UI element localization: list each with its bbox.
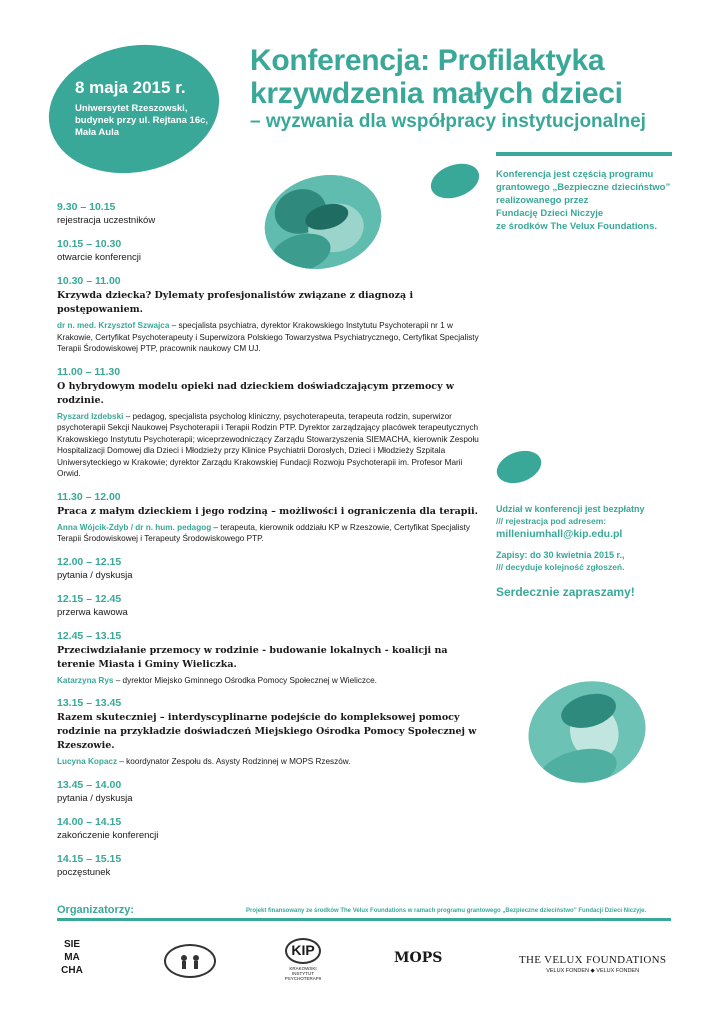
time-range: 14.00 – 14.15 <box>57 815 122 828</box>
schedule-item <box>57 237 487 264</box>
speaker-bio-block <box>57 522 487 545</box>
logo-text: SIE <box>63 939 81 950</box>
schedule-item <box>57 274 487 355</box>
speaker-bio-block <box>57 675 487 687</box>
organizers-label: Organizatorzy: <box>57 904 135 916</box>
talk-title: Przeciwdziałanie przemocy w rodzinie - budowanie lokalnych - koalicji na terenie Miasta i Gminy Wieliczka. <box>57 644 448 670</box>
speaker-bio-block <box>57 320 487 355</box>
schedule-item <box>57 696 487 768</box>
registration-info <box>496 503 696 599</box>
decorative-blob <box>492 445 545 489</box>
item-text: otwarcie konferencji <box>57 252 141 263</box>
venue-line: Uniwersytet Rzeszowski, <box>75 103 188 114</box>
time-range: 12.00 – 12.15 <box>57 555 122 568</box>
photo-child-image <box>517 668 657 795</box>
kip-label: KRAKOWSKI INSTYTUT PSYCHOTERAPII <box>284 966 322 981</box>
schedule-item <box>57 778 487 805</box>
time-range: 11.00 – 11.30 <box>57 365 121 378</box>
divider <box>496 152 672 156</box>
schedule-item <box>57 200 487 227</box>
siemacha-logo <box>58 938 86 977</box>
time-range: 12.15 – 12.45 <box>57 592 122 605</box>
logo-text: CHA <box>61 965 83 976</box>
speaker-bio-block <box>57 756 487 768</box>
registration-email[interactable]: milleniumhall@kip.edu.pl <box>496 528 623 540</box>
speaker-bio: – dyrektor Miejsko Gminnego Ośrodka Pomocy Społecznej w Wieliczce. <box>113 675 377 685</box>
photo-child <box>517 668 657 795</box>
program-info <box>496 168 696 233</box>
title-line: krzywdzenia małych dzieci <box>250 77 623 110</box>
kip-logo <box>280 938 326 981</box>
schedule-item <box>57 555 487 582</box>
velux-title: THE VELUX FOUNDATIONS <box>519 954 667 966</box>
speaker-name: dr n. med. Krzysztof Szwajca <box>57 321 170 330</box>
decorative-blob <box>426 157 484 204</box>
fundacja-logo <box>164 944 216 978</box>
fundacja-logo-mark <box>166 946 214 976</box>
venue-line: budynek przy ul. Rejtana 16c, <box>75 115 209 126</box>
program-info-line: Fundację Dzieci Niczyje <box>496 208 604 219</box>
velux-logo <box>519 954 666 974</box>
funding-note: Projekt finansowany ze środków The Velux Foundations w ramach programu grantowego „Bezpieczne dzieciństwo” Fundacji Dzieci Niczyje. <box>246 908 647 914</box>
program-info-line: ze środków The Velux Foundations. <box>496 221 657 232</box>
item-text: zakończenie konferencji <box>57 829 159 841</box>
date-venue-block <box>75 78 215 139</box>
free-entry-note: Udział w konferencji jest bezpłatny <box>496 504 645 514</box>
schedule <box>57 200 487 889</box>
venue-line: Mała Aula <box>75 127 119 138</box>
program-info-line: Konferencja jest częścią programu <box>496 169 654 180</box>
item-text: rejestracja uczestników <box>57 215 156 226</box>
registration-note: /// rejestracja pod adresem: <box>496 516 607 526</box>
talk-title: O hybrydowym modelu opieki nad dzieckiem doświadczającym przemocy w rodzinie. <box>57 380 455 406</box>
speaker-name: Lucyna Kopacz <box>57 757 118 766</box>
time-range: 12.45 – 13.15 <box>57 629 122 642</box>
time-range: 14.15 – 15.15 <box>57 852 122 865</box>
velux-subtitle: VELUX FONDEN ◆ VELUX FONDEN <box>546 968 640 974</box>
speaker-bio-block <box>57 411 487 480</box>
page-subtitle: – wyzwania dla współpracy instytucjonalnej <box>250 111 646 132</box>
time-range: 10.30 – 11.00 <box>57 275 121 287</box>
mops-logo: MOPS <box>394 950 443 966</box>
welcome-text: Serdecznie zapraszamy! <box>496 585 635 599</box>
page-title <box>250 44 690 134</box>
item-text: pytania / dyskusja <box>57 792 133 804</box>
deadline-note: Zapisy: do 30 kwietnia 2015 r., <box>496 550 625 560</box>
title-line: Konferencja: Profilaktyka <box>250 44 605 77</box>
program-info-line: realizowanego przez <box>496 195 589 206</box>
talk-title: Razem skuteczniej – interdyscyplinarne podejście do kompleksowej pomocy rodzinie na przykładzie doświadczeń Miejskiego Ośrodka Pomocy Społecznej w Rzeszowie. <box>57 712 477 751</box>
schedule-item <box>57 592 487 619</box>
speaker-bio: – koordynator Zespołu ds. Asysty Rodzinnej w MOPS Rzeszów. <box>117 757 351 766</box>
item-text: poczęstunek <box>57 866 111 878</box>
time-range: 9.30 – 10.15 <box>57 201 116 213</box>
speaker-name: Anna Wójcik-Zdyb / dr n. hum. pedagog <box>57 522 212 532</box>
schedule-item <box>57 365 487 480</box>
schedule-item <box>57 629 487 687</box>
time-range: 10.15 – 10.30 <box>57 238 122 250</box>
talk-title: Krzywda dziecka? Dylematy profesjonalistów związane z diagnozą i postępowaniem. <box>57 290 414 315</box>
schedule-item <box>57 852 487 879</box>
kip-mark: KIP <box>285 938 321 964</box>
speaker-name: Katarzyna Rys <box>57 675 114 685</box>
schedule-item <box>57 490 487 545</box>
event-date: 8 maja 2015 r. <box>75 78 186 97</box>
time-range: 13.15 – 13.45 <box>57 697 122 709</box>
time-range: 11.30 – 12.00 <box>57 490 121 503</box>
time-range: 13.45 – 14.00 <box>57 778 122 791</box>
divider <box>57 918 671 921</box>
schedule-item <box>57 815 487 842</box>
logo-text: MA <box>64 952 80 963</box>
talk-title: Praca z małym dzieckiem i jego rodziną – możliwości i ograniczenia dla terapii. <box>57 505 478 517</box>
speaker-bio: – specjalista psychiatra, dyrektor Krakowskiego Instytutu Psychoterapii nr 1 w Krakowie, Certyfikat Psychoterapeuty i Superwizora Polskiego Towarzystwa Psychiatrycznego, Certyfikat Specjalisty Terapii Środowiskowej PTP, pracownik naukowy CM UJ. <box>57 321 479 353</box>
program-info-line: grantowego „Bezpieczne dzieciństwo” <box>496 182 671 193</box>
speaker-bio: – terapeuta, kierownik oddziału KP w Rzeszowie, Certyfikat Specjalisty Terapii Środowiskowej i Terapeuty Środowiskowego PTP. <box>57 522 470 543</box>
order-note: /// decyduje kolejność zgłoszeń. <box>496 562 625 572</box>
speaker-name: Ryszard Izdebski <box>57 411 124 421</box>
item-text: przerwa kawowa <box>57 606 128 618</box>
item-text: pytania / dyskusja <box>57 569 133 581</box>
speaker-bio: – pedagog, specjalista psycholog kliniczny, psychoterapeuta, terapeuta rodzin, superwizor psychoterapii Sekcji Naukowej Psychoterapii i Terapii Rodzin PTP. Dyrektor zarządzający placówek terapeutycznych Krakowskiego Instytutu Psychoterapii; wiceprzewodniczący Zarządu Stowarzyszenia SIEMACHA, kierownik Zespołu Hospitalizacji Domowej dla Dzieci i Młodzieży przy Klinice Psychiatrii Dorosłych, Dzieci i Młodzieży Szpitala Uniwersyteckiego w Krakowie; dyrektor Zarządu Krakowskiej Fundacji Rozwoju Psychoterapii im. Profesor Marii Orwid. <box>57 411 479 478</box>
